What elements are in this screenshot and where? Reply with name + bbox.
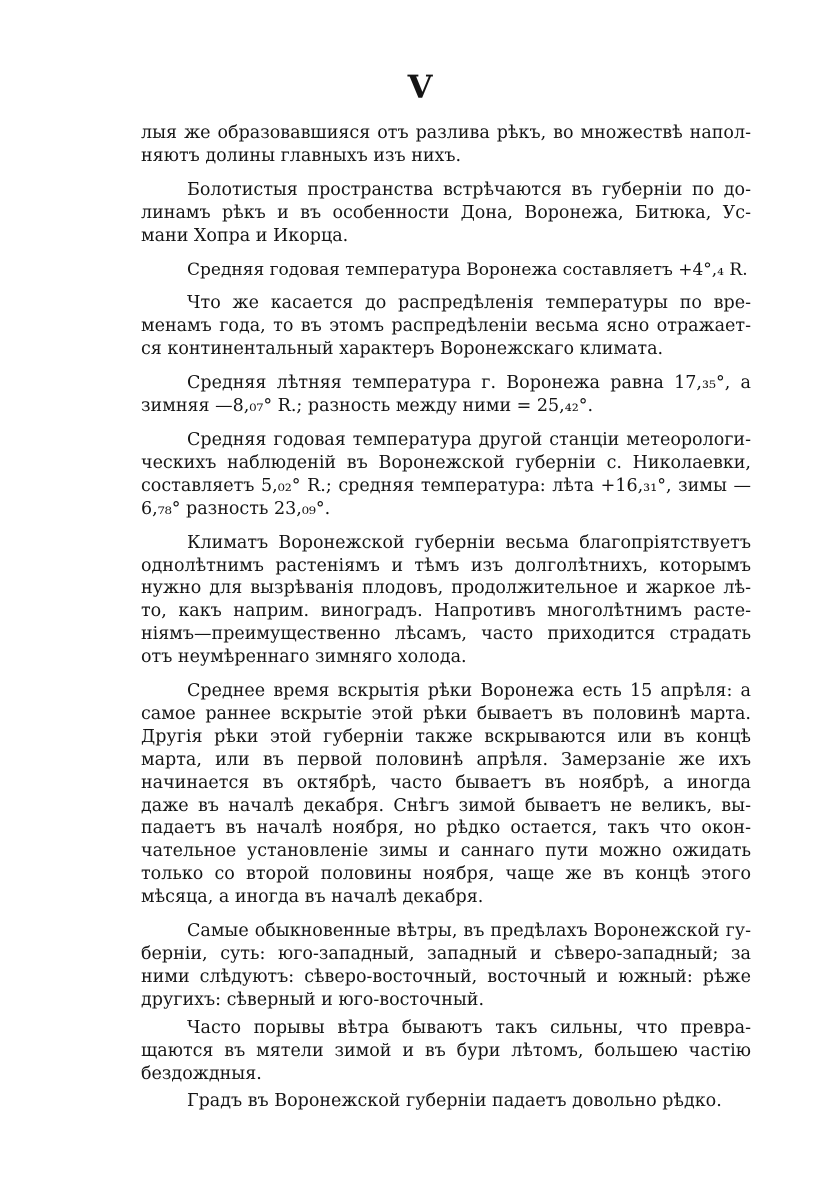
text-line: Средняя годовая температура другой станціи метеорологи- — [187, 429, 751, 450]
text-line: няютъ долины главныхъ изъ нихъ. — [141, 145, 462, 166]
text-line: нужно для вызрѣванія плодовъ, продолжительное и жаркое лѣ- — [141, 578, 751, 599]
text-line: Самые обыкновенные вѣтры, въ предѣлахъ Воронежской гу- — [187, 921, 751, 942]
text-body — [141, 122, 751, 1113]
text-line: мѣсяца, а иногда въ началѣ декабря. — [141, 887, 484, 908]
text-line: другихъ: сѣверный и юго-восточный. — [141, 989, 485, 1010]
page-number: V — [407, 68, 433, 106]
text-line: бездождныя. — [141, 1063, 262, 1084]
text-line: лыя же образовавшияся отъ разлива рѣкъ, во множествѣ напол- — [141, 123, 751, 143]
text-line: ся континентальный характеръ Воронежскаго климата. — [141, 339, 664, 360]
text-line: Другія рѣки этой губерніи также вскрываются или въ концѣ — [141, 726, 751, 747]
text-line: Среднее время вскрытія рѣки Воронежа есть 15 апрѣля: а — [187, 681, 751, 702]
text-line: ніямъ—преимущественно лѣсамъ, часто приходится страдать — [141, 624, 751, 645]
text-line: ческихъ наблюденій въ Воронежской губерніи с. Николаевки, — [141, 452, 751, 473]
text-line: ними слѣдуютъ: сѣверо-восточный, восточный и южный: рѣже — [141, 966, 751, 987]
text-line: только со второй половины ноября, чаще же въ концѣ этого — [141, 864, 751, 885]
text-line: 6,₇₈° разность 23,₀₉°. — [141, 498, 331, 519]
text-line: самое раннее вскрытіе этой рѣки бываетъ въ половинѣ марта. — [141, 703, 751, 724]
text-line: Болотистыя пространства встрѣчаются въ губерніи по до- — [187, 179, 751, 200]
text-line: Средняя годовая температура Воронежа составляетъ +4°,₄ R. — [187, 259, 748, 280]
text-line: линамъ рѣкъ и въ особенности Дона, Воронежа, Битюка, Ус- — [141, 202, 751, 223]
text-line: зимняя —8,₀₇° R.; разность между ними = 25,₄₂°. — [141, 396, 594, 417]
text-line: чательное установленіе зимы и саннаго пути можно ожидать — [141, 841, 751, 862]
text-line: Климатъ Воронежской губерніи весьма благопріятствуетъ — [187, 532, 751, 553]
text-line: берніи, суть: юго-западный, западный и сѣверо-западный; за — [141, 944, 751, 964]
text-line: то, какъ наприм. виноградъ. Напротивъ многолѣтнимъ расте- — [141, 601, 751, 622]
text-line: однолѣтнимъ растеніямъ и тѣмъ изъ долголѣтнихъ, которымъ — [141, 555, 751, 576]
text-line: щаются въ мятели зимой и въ бури лѣтомъ, большею частію — [141, 1040, 751, 1061]
text-line: марта, или въ первой половинѣ апрѣля. Замерзаніе же ихъ — [141, 749, 751, 770]
text-line: Что же касается до распредѣленія температуры по вре- — [187, 293, 751, 314]
text-line: составляетъ 5,₀₂° R.; средняя температура: лѣта +16,₃₁°, зимы — — [141, 475, 751, 496]
text-line: Градъ въ Воронежской губерніи падаетъ довольно рѣдко. — [187, 1091, 722, 1112]
text-line: Часто порывы вѣтра бываютъ такъ сильны, что превра- — [187, 1017, 751, 1038]
text-line: Средняя лѣтняя температура г. Воронежа равна 17,₃₅°, а — [187, 373, 751, 394]
text-line: отъ неумѣреннаго зимняго холода. — [141, 647, 467, 668]
text-line: даже въ началѣ декабря. Снѣгъ зимой бываетъ не великъ, вы- — [141, 795, 751, 816]
text-line: начинается въ октябрѣ, часто бываетъ въ ноябрѣ, а иногда — [141, 772, 751, 793]
text-line: падаетъ въ началѣ ноября, но рѣдко остается, такъ что окон- — [141, 818, 751, 839]
text-line: менамъ года, то въ этомъ распредѣленіи весьма ясно отражает- — [141, 316, 751, 337]
text-line: мани Хопра и Икорца. — [141, 225, 349, 246]
